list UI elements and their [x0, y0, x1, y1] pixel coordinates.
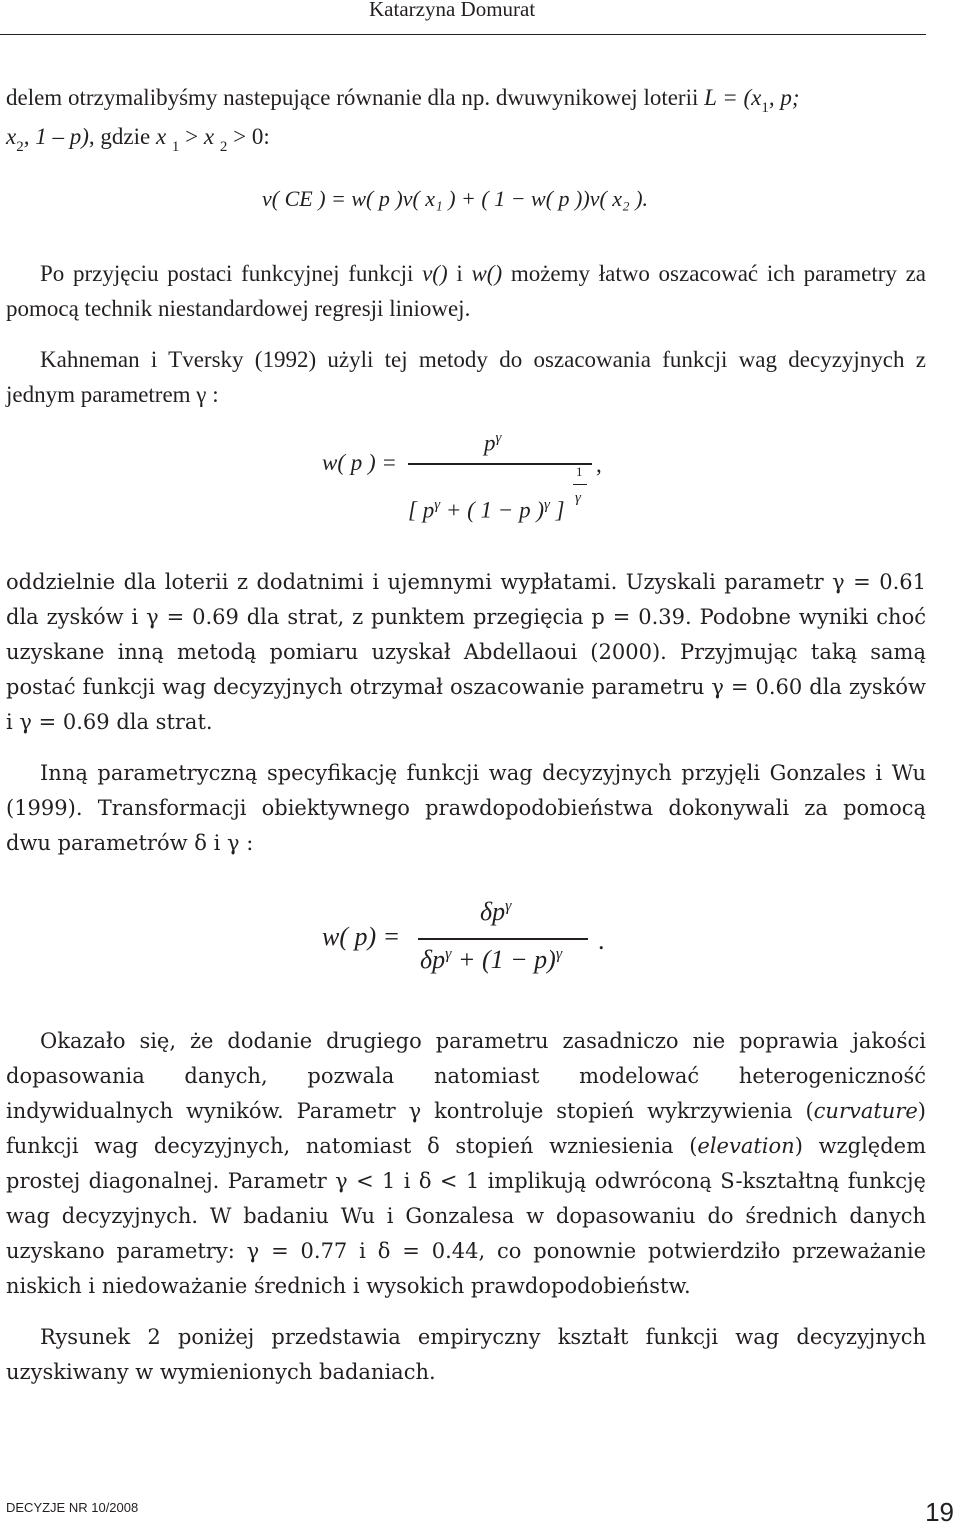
p1-lottery-p: , p;	[768, 85, 800, 110]
p6-elevation: elevation	[697, 1134, 795, 1158]
p1-gt: >	[179, 124, 204, 149]
p5-text: Inną parametryczną specyfikację funkcji wag decyzyjnych przyjęli Gonzales i Wu (1999). Transformacji obiektywnego prawdopodobieństwa dokonywali za pomocą dwu parametrów δ i γ :	[6, 761, 926, 855]
eq2-numerator	[484, 430, 501, 457]
p1-one-minus-p: , 1 – p)	[23, 124, 89, 149]
eq3-numerator	[480, 897, 511, 927]
paragraph-6	[6, 1024, 926, 1304]
eq3-num-gamma: γ	[505, 897, 512, 915]
page-number: 19	[925, 1497, 954, 1527]
paragraph-4: oddzielnie dla loterii z dodatnimi i ujemnymi wypłatami. Uzyskali parametr γ = 0.61 dla zysków i γ = 0.69 dla strat, z punktem przegięcia p = 0.39. Podobne wyniki choć uzyskane inną metodą pomiaru uzyskał Abdellaoui (2000). Przyjmując taką samą postać funkcji wag decyzyjnych otrzymał oszacowanie parametru γ = 0.60 dla zysków i γ = 0.69 dla strat.	[6, 570, 926, 734]
eq2-comma: ,	[596, 452, 602, 477]
p7-text: Rysunek 2 poniżej przedstawia empiryczny kształt funkcji wag decyzyjnych uzyskiwany w wymienionych badaniach.	[6, 1325, 926, 1384]
p1-sub-2: 2	[16, 139, 24, 155]
p1-x2: x	[6, 124, 17, 149]
paragraph-1	[6, 80, 926, 158]
p1-x2b: x	[203, 124, 220, 149]
p6-text-e: ) względem prostej diagonalnej. Parametr γ < 1 i δ < 1 implikują odwróconą S-kształtną funkcję wag decyzyjnych. W badaniu Wu i Gonzalesa w dopasowaniu do średnich danych uzyskano parametry: γ = 0.77 i δ = 0.44, co ponownie potwierdziło przeważanie niskich i niedoważanie średnich i wysokich prawdopodobieństw.	[6, 1134, 926, 1298]
p6-text-c: ) funkcji wag decyzyjnych, natomiast δ stopień wzniesienia (	[6, 1099, 926, 1158]
eq2-lhs: w( p ) =	[322, 450, 397, 475]
running-header	[0, 0, 926, 35]
paragraph-5	[6, 756, 926, 861]
eq2-denominator	[408, 497, 565, 524]
p1-lottery: L = (x	[704, 85, 762, 110]
eq3-fraction-bar	[418, 938, 588, 940]
p1-sub-1: 1	[761, 100, 769, 116]
p2-text-a: Po przyjęciu postaci funkcyjnej funkcji	[40, 261, 423, 286]
eq2-exp-num: 1	[576, 464, 583, 479]
header-author: Katarzyna Domurat	[369, 0, 536, 21]
paragraph-7	[6, 1320, 926, 1390]
eq2-num-p: p	[484, 430, 496, 456]
eq2-num-gamma: γ	[495, 430, 502, 446]
eq3-den-a: δp	[420, 945, 446, 974]
eq3-period: .	[598, 926, 605, 955]
eq2-den-gamma-2: γ	[543, 497, 550, 513]
eq3-denominator	[420, 945, 562, 975]
p1-x1b: x	[155, 124, 172, 149]
p2-text-e: możemy łatwo oszacować ich parametry za pomocą technik niestandardowej regresji liniowej.	[6, 261, 927, 321]
p1-sub-4: 2	[219, 139, 228, 155]
eq3-lhs: w( p) =	[322, 922, 401, 951]
p1-text-a: delem otrzymalibyśmy nastepujące równanie dla np. dwuwynikowej loterii	[6, 85, 705, 110]
eq2-den-a: [ p	[408, 497, 435, 523]
p6-curvature: curvature	[813, 1099, 918, 1123]
eq2-den-c: ]	[549, 497, 565, 523]
eq2-fraction-bar	[408, 463, 592, 465]
p2-v-func: v()	[422, 261, 448, 286]
p2-and: i	[447, 261, 472, 286]
eq2-exp-bar	[573, 484, 587, 485]
p3-text: Kahneman i Tversky (1992) użyli tej metody do oszacowania funkcji wag decyzyjnych z jednym parametrem γ :	[6, 347, 926, 407]
p1-zero: > 0:	[227, 124, 270, 149]
eq3-num-dp: δp	[480, 897, 506, 926]
eq3-den-gamma-1: γ	[445, 945, 452, 963]
eq2-den-b: + ( 1 − p )	[440, 497, 544, 523]
eq2-exp-den: γ	[575, 490, 581, 506]
eq3-den-b: + (1 − p)	[451, 945, 556, 974]
p1-gdzie: , gdzie	[88, 124, 156, 149]
paragraph-2	[6, 256, 926, 326]
equation-1: v( CE ) = w( p )v( x₁ ) + ( 1 − w( p ))v( x₂ ).	[262, 186, 649, 211]
eq2-den-gamma-1: γ	[434, 497, 441, 513]
paragraph-3	[6, 342, 926, 412]
footer-journal: DECYZJE NR 10/2008	[6, 1500, 139, 1515]
p1-sub-3: 1	[171, 139, 180, 155]
p6-text-a: Okazało się, że dodanie drugiego parametru zasadniczo nie poprawia jakości dopasowania danych, pozwala natomiast modelować heterogeniczność indywidualnych wyników. Parametr γ kontroluje stopień wykrzywienia (	[6, 1029, 926, 1123]
eq3-den-gamma-2: γ	[555, 945, 563, 963]
p2-w-func: w()	[471, 261, 503, 286]
